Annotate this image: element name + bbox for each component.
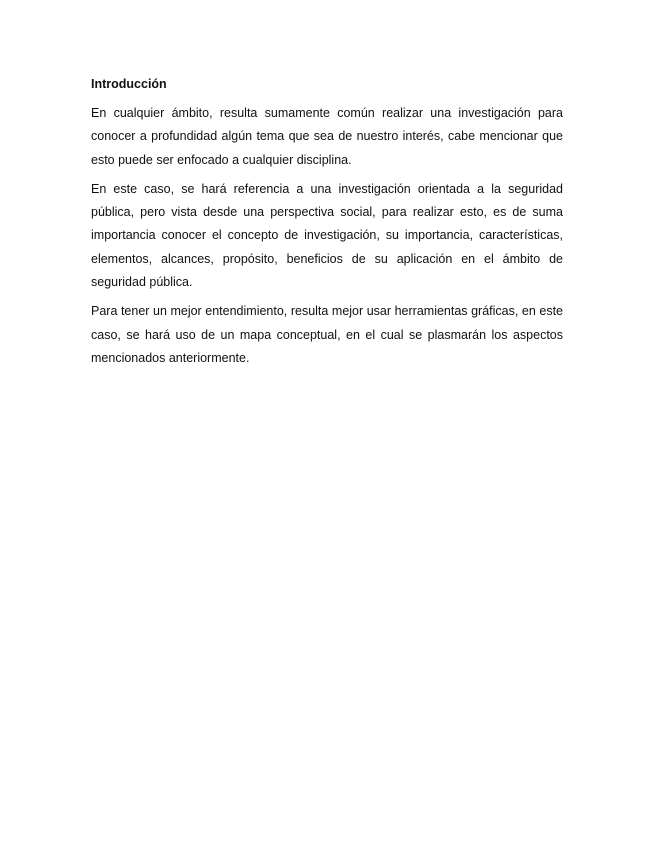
document-body [91, 74, 563, 376]
paragraph-1: En cualquier ámbito, resulta sumamente común realizar una investigación para conocer a profundidad algún tema que sea de nuestro interés, cabe mencionar que esto puede ser enfocado a cualquier disciplina. [91, 106, 563, 167]
paragraph-2: En este caso, se hará referencia a una investigación orientada a la seguridad pública, pero vista desde una perspectiva social, para realizar esto, es de suma importancia conocer el concepto de investigación, su importancia, características, elementos, alcances, propósito, beneficios de su aplicación en el ámbito de seguridad pública. [91, 181, 563, 290]
paragraph-3: Para tener un mejor entendimiento, resulta mejor usar herramientas gráficas, en este caso, se hará uso de un mapa conceptual, en el cual se plasmarán los aspectos mencionados anteriormente. [91, 304, 563, 365]
section-heading: Introducción [91, 77, 167, 91]
